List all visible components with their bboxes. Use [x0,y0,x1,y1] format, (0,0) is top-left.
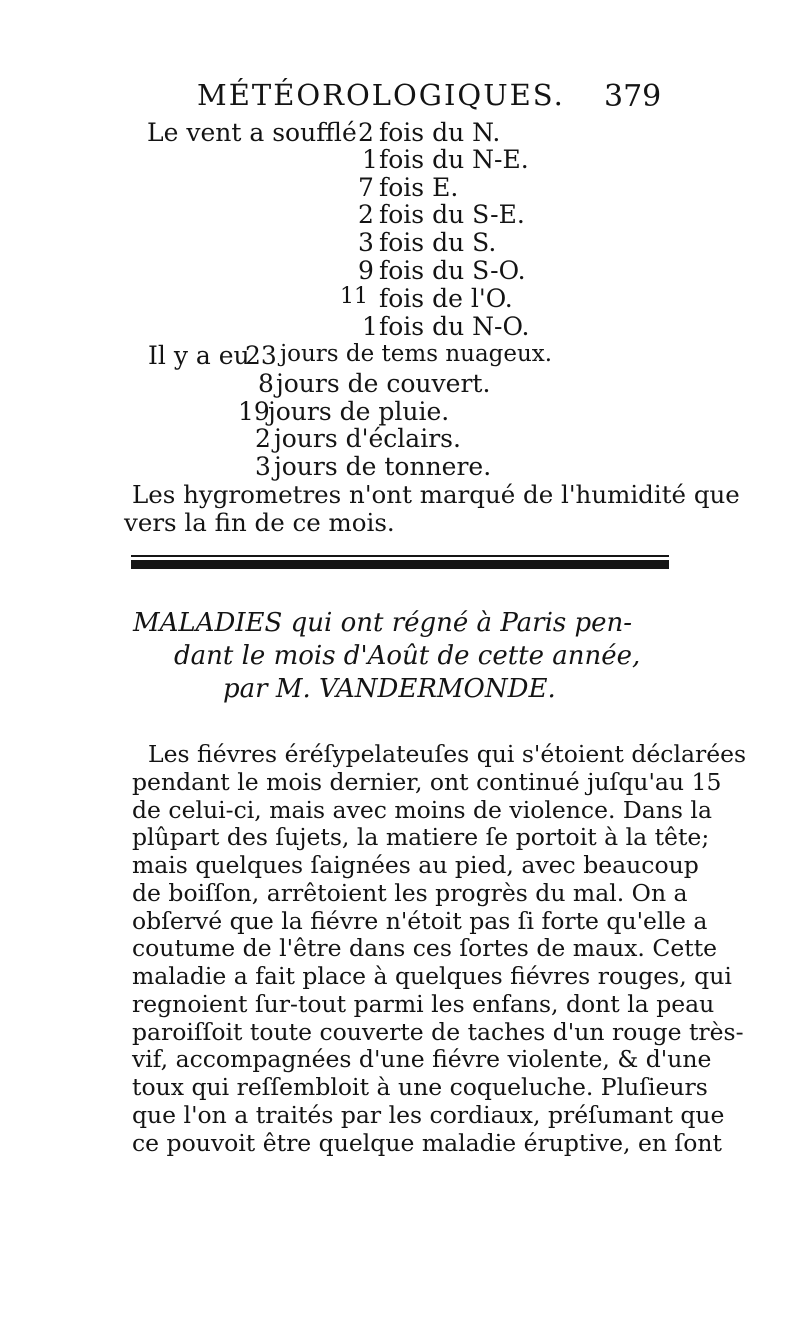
days-count: 3 [255,452,271,481]
wind-count: 2 [358,200,374,229]
body-line: maladie a fait place à quelques fiévres rouges, qui [132,962,732,990]
wind-count: 9 [358,256,374,285]
days-text: jours de tems nuageux. [280,341,553,367]
days-count: 8 [258,369,274,398]
wind-count: 7 [358,173,374,202]
wind-text: fois du S. [379,228,497,257]
wind-text: fois du N-E. [379,145,529,174]
wind-intro: Le vent a soufflé [147,118,357,147]
body-line: mais quelques ſaignées au pied, avec beaucoup [132,851,699,879]
wind-count: 2 [358,118,374,147]
body-line: de celui-ci, mais avec moins de violence. Dans la [132,796,712,824]
wind-count: 11 [340,284,368,309]
body-line: paroiſſoit toute couverte de taches d'un rouge très- [132,1018,744,1046]
section-rule-thick [131,560,669,569]
page-number: 379 [604,79,662,114]
wind-text: fois du S-E. [379,200,525,229]
wind-text: fois du S-O. [379,256,526,285]
section-rule-thin [131,555,669,557]
body-line: toux qui reſſembloit à une coqueluche. Pluſieurs [132,1073,708,1101]
body-line: regnoient ſur-tout parmi les enfans, dont la peau [132,990,715,1018]
body-line: que l'on a traités par les cordiaux, préſumant que [132,1101,725,1129]
body-line: pendant le mois dernier, ont continué juſqu'au 15 [132,768,722,796]
days-intro: Il y a eu [148,341,250,370]
wind-count: 1 [362,312,378,341]
wind-count: 1 [362,145,378,174]
article-title-line: dant le mois d'Août de cette année, [174,641,641,671]
days-text: jours de couvert. [276,369,491,398]
body-line: obſervé que la fiévre n'étoit pas ſi forte qu'elle a [132,907,708,935]
wind-text: fois du N. [379,118,501,147]
days-text: jours de tonnere. [274,452,492,481]
wind-count: 3 [358,228,374,257]
wind-text: fois du N-O. [379,312,530,341]
body-line: de boiſſon, arrêtoient les progrès du mal. On a [132,879,688,907]
body-line: Les fiévres éréſypelateuſes qui s'étoient déclarées [148,740,747,768]
running-title: MÉTÉOROLOGIQUES. [197,78,565,112]
article-title-line: MALADIES qui ont régné à Paris pen- [133,608,633,638]
body-line: coutume de l'être dans ces ſortes de maux. Cette [132,934,718,962]
hygrometer-line: Les hygrometres n'ont marqué de l'humidité que [132,480,740,509]
days-text: jours de pluie. [268,397,450,426]
days-count: 23 [245,341,277,370]
days-count: 2 [255,424,271,453]
body-line: ce pouvoit être quelque maladie éruptive, en ſont [132,1129,722,1157]
hygrometer-line: vers la fin de ce mois. [124,508,395,537]
days-count: 19 [238,397,270,426]
wind-text: fois de l'O. [379,284,513,313]
body-line: plûpart des ſujets, la matiere ſe portoit à la tête; [132,823,710,851]
body-line: vif, accompagnées d'une fiévre violente, & d'une [132,1045,712,1073]
article-title-line: par M. VANDERMONDE. [223,674,556,704]
days-text: jours d'éclairs. [274,424,461,453]
wind-text: fois E. [379,173,459,202]
